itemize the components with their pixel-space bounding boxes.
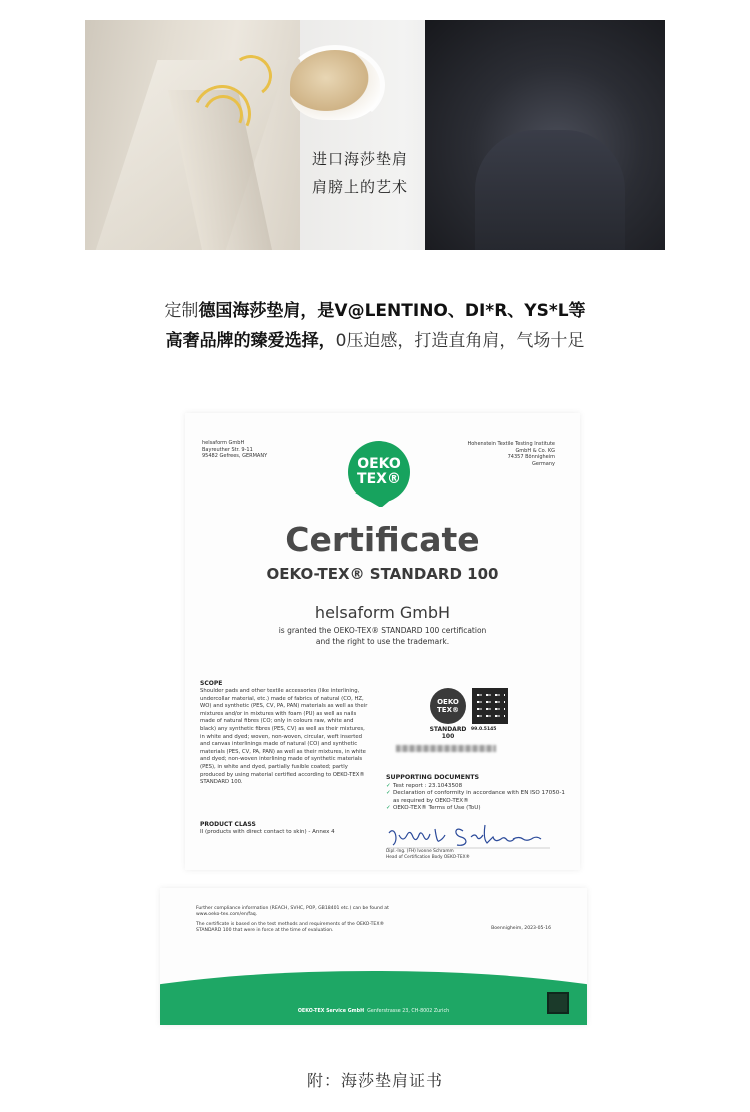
certificate-number: 99.0.5145 [471, 727, 497, 732]
sleeve-arm [475, 130, 625, 250]
grant-statement [185, 625, 580, 647]
institute-country: Germany [532, 460, 555, 467]
place-date: Boennigheim, 2023-05-16 [491, 926, 551, 931]
supporting-documents-heading: SUPPORTING DOCUMENTS [386, 774, 480, 781]
supporting-documents-list [386, 783, 571, 812]
certified-company: helsaform GmbH [314, 603, 451, 622]
oeko-tex-logo [348, 441, 410, 503]
signer-title: Head of Certification Body OEKO-TEX® [386, 854, 470, 860]
scope-text: Shoulder pads and other textile accessories (like interlining, undercollar material, etc.) made of fabrics of natural (CO, HZ, WO) and synthetic (PES, CV, PA, PAN) materials as well as their mixtures and/or in mixtures with foam (PU) as well as nails made of natural fibres (CO; only in colours raw, white and black) any synthetic fibres (PES, CV) as well as their mixtures, in white and dyed; woven, non-woven, circular, weft inserted and canvas interlinings made of natural (CO) and synthetic materials (PES, CV, PA, PAN) as well as their mixtures, in white and dyed; non-woven interlining made of synthetic materials (PES), in white and dyed, partially fusible coated; partly produced by using material certified according to OEKO-TEX® STANDARD 100. [200, 688, 368, 786]
issuer-address [202, 440, 312, 460]
hero-line-1: 进口海莎垫肩 [311, 150, 408, 168]
signer-details [386, 849, 576, 860]
qr-code-icon [472, 688, 508, 724]
certificate-caption: 附：海莎垫肩证书 [306, 1071, 443, 1090]
intro-rest: 0压迫感，打造直角肩，气场十足 [335, 331, 585, 351]
intro-text [0, 296, 750, 356]
scope-heading: SCOPE [200, 680, 223, 687]
intro-prefix: 定制 [164, 301, 199, 321]
issuer-street: Bayreuther Str. 9-11 [202, 446, 253, 453]
grant-line-1: is granted the OEKO-TEX® STANDARD 100 certification [278, 626, 487, 635]
intro-highlight-2: 高奢品牌的臻爱选择， [165, 331, 336, 351]
oeko-tex-certificate [185, 413, 580, 870]
grant-line-2: and the right to use the trademark. [315, 637, 450, 646]
standard-100-label-logo [430, 688, 466, 724]
intro-line-1 [0, 296, 750, 326]
hero-line-2: 肩膀上的艺术 [311, 178, 408, 196]
compliance-info [196, 906, 396, 934]
handwritten-signature [385, 821, 555, 851]
compliance-line-1: Further compliance information (REACH, SVHC, POP, GB18401 etc.) can be found at www.oeko-tex.com/en/faq. [196, 906, 389, 917]
footer-company: OEKO-TEX Service GmbH [297, 1009, 365, 1014]
issuer-name: helsaform GmbH [202, 440, 245, 446]
mini-logo-text-2: TEX® [437, 706, 459, 714]
shoulder-pad-image [290, 50, 380, 120]
mini-logo-text-1: OEKO [437, 698, 459, 706]
redacted-text [396, 745, 496, 752]
product-class-heading: PRODUCT CLASS [200, 821, 256, 828]
dark-sleeve-image [425, 20, 665, 250]
institute-name: Hohenstein Textile Testing Institute [467, 441, 555, 447]
service-footer [160, 1009, 587, 1014]
hero-photo [85, 20, 665, 250]
logo-text-2: TEX® [357, 471, 401, 487]
supporting-item: ✓ Declaration of conformity in accordance with EN ISO 17050-1 as required by OEKO-TEX® [386, 790, 571, 805]
footer-address: Genferstrasse 23, CH-8002 Zurich [367, 1009, 450, 1014]
institute-address [445, 441, 555, 467]
intro-highlight-1: 德国海莎垫肩，是V@LENTINO、DI*R、YS*L等 [198, 301, 586, 321]
issuer-city: 95482 Gefrees, GERMANY [202, 453, 268, 459]
institute-form: GmbH & Co. KG [515, 447, 555, 454]
product-class-text: II (products with direct contact to skin) - Annex 4 [200, 829, 335, 835]
logo-text-1: OEKO [357, 456, 401, 472]
certificate-title: Certificate [285, 520, 480, 559]
supporting-item: ✓ OEKO-TEX® Terms of Use (ToU) [386, 805, 571, 812]
certificate-standard: OEKO-TEX® STANDARD 100 [266, 565, 499, 583]
linen-jacket-image [85, 20, 300, 250]
compliance-line-2: The certificate is based on the test methods and requirements of the OEKO-TEX® STANDARD 100 that were in force at the time of evaluation. [196, 922, 385, 933]
signer-name: Dipl.-Ing. (FH) Ivonne Schramm [386, 849, 454, 854]
hero-caption [300, 145, 420, 201]
intro-line-2 [0, 326, 750, 356]
supporting-item: ✓ Test report : 23.1043508 [386, 783, 571, 790]
standard-100-label: STANDARD 100 [429, 726, 467, 740]
institute-city: 74357 Bönnigheim [507, 454, 555, 460]
security-seal-icon [547, 992, 569, 1014]
certificate-footer-page [160, 888, 587, 1025]
